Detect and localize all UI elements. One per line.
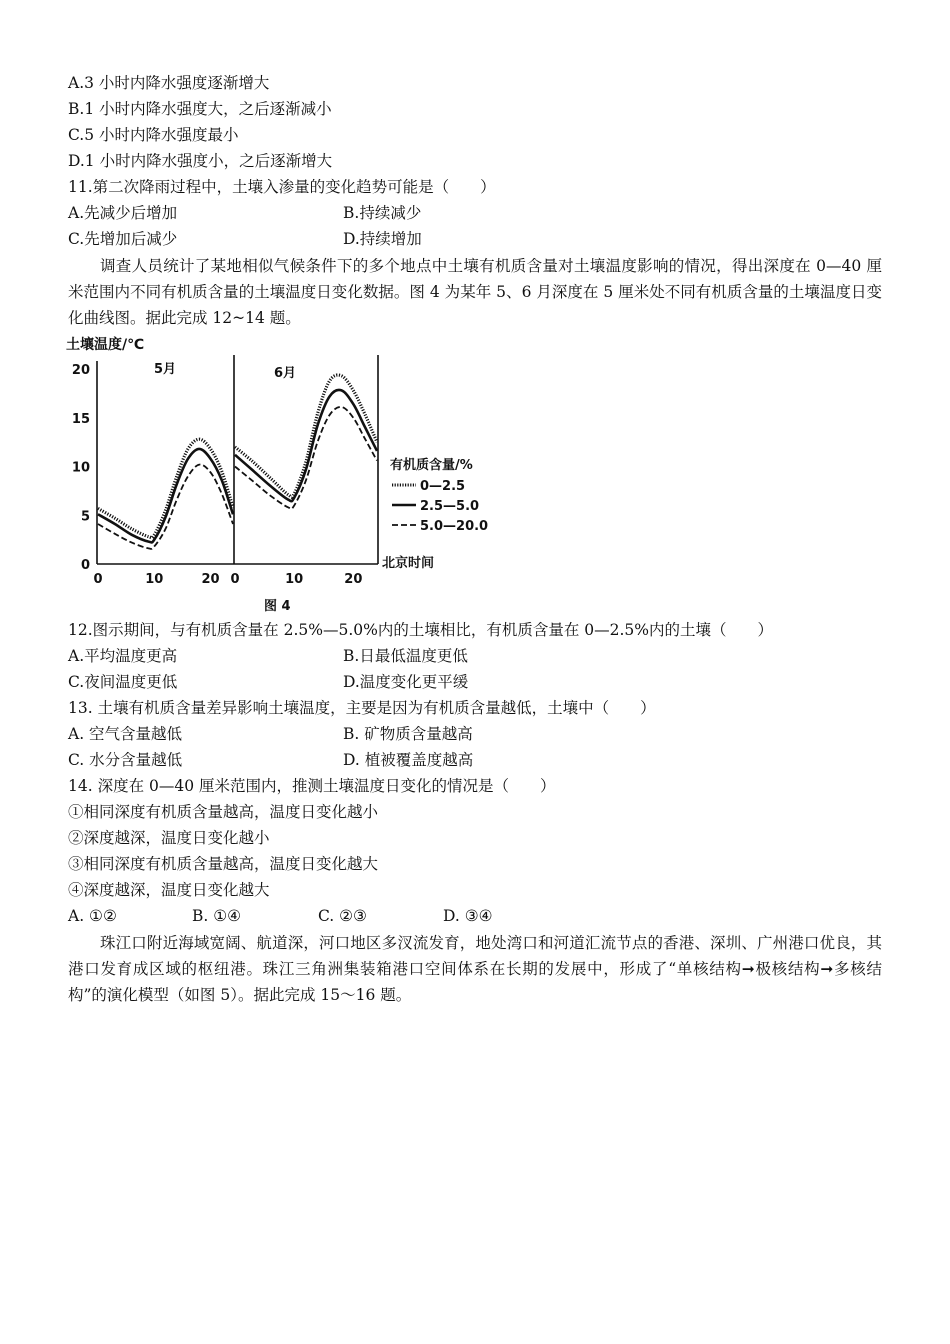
q14-option-b: B. ①④: [192, 907, 242, 925]
q13-option-a: A. 空气含量越低: [68, 725, 183, 743]
intro-paragraph-15-16: 珠江口附近海域宽阔、航道深，河口地区多汊流发育，地处湾口和河道汇流节点的香港、深圳、广州港口优良，其港口发育成区域的枢纽港。珠江三角洲集装箱港口空间体系在长期的发展中，形成了“单核结构➞极核结构➞多核结构”的演化模型（如图 5）。据此完成 15～16 题。: [68, 934, 882, 1004]
x-tick-label: 10: [145, 572, 164, 587]
q10-option-d: D.1 小时内降水强度小，之后逐渐增大: [68, 152, 333, 170]
q10-option-c: C.5 小时内降水强度最小: [68, 126, 239, 144]
q12-stem: 12.图示期间，与有机质含量在 2.5%—5.0%内的土壤相比，有机质含量在 0—2.5%内的土壤（ ）: [68, 621, 774, 639]
y-axis-label: 土壤温度/℃: [66, 337, 145, 353]
q11-option-c: C.先增加后减少: [68, 230, 178, 248]
x-tick-label: 20: [201, 572, 220, 587]
figure-4-chart: [60, 333, 520, 623]
q12-option-c: C.夜间温度更低: [68, 673, 178, 691]
x-tick-label: 10: [285, 572, 304, 587]
figure-caption: 图 4: [264, 599, 291, 614]
q13-option-c: C. 水分含量越低: [68, 751, 183, 769]
q14-item-3: ③相同深度有机质含量越高，温度日变化越大: [68, 855, 379, 873]
q10-option-b: B.1 小时内降水强度大，之后逐渐减小: [68, 100, 332, 118]
q14-item-1: ①相同深度有机质含量越高，温度日变化越小: [68, 803, 379, 821]
q14-option-c: C. ②③: [318, 907, 367, 925]
x-tick-label: 0: [230, 572, 240, 587]
legend-title: 有机质含量/%: [390, 458, 473, 473]
q12-option-d: D.温度变化更平缓: [343, 673, 469, 691]
q12-option-b: B.日最低温度更低: [343, 647, 468, 665]
curve-5月-0—2.5: [98, 439, 233, 538]
legend-label-2.5-5.0: 2.5—5.0: [420, 499, 480, 514]
q13-option-b: B. 矿物质含量越高: [343, 725, 473, 743]
y-tick-label: 20: [71, 363, 90, 378]
q11-option-d: D.持续增加: [343, 230, 422, 248]
intro-paragraph-12-14: 调查人员统计了某地相似气候条件下的多个地点中土壤有机质含量对土壤温度影响的情况，得出深度在 0—40 厘米范围内不同有机质含量的土壤温度日变化数据。图 4 为某年 5、6 月深度在 5 厘米处不同有机质含量的土壤温度日变化曲线图。据此完成 12~14 题。: [68, 257, 882, 327]
q14-item-2: ②深度越深，温度日变化越小: [68, 829, 270, 847]
q10-option-a: A.3 小时内降水强度逐渐增大: [68, 74, 270, 92]
q11-option-a: A.先减少后增加: [68, 204, 178, 222]
curve-6月-5.0—20.0: [235, 407, 377, 509]
q13-stem: 13. 土壤有机质含量差异影响土壤温度，主要是因为有机质含量越低，土壤中（ ）: [68, 699, 656, 717]
q14-item-4: ④深度越深，温度日变化越大: [68, 881, 270, 899]
x-tick-label: 0: [93, 572, 103, 587]
q14-option-d: D. ③④: [443, 907, 493, 925]
panel-label-june: 6月: [274, 366, 297, 381]
y-tick-label: 0: [80, 558, 90, 573]
q12-option-a: A.平均温度更高: [68, 647, 178, 665]
y-tick-label: 5: [80, 509, 90, 525]
q11-stem: 11.第二次降雨过程中，土壤入渗量的变化趋势可能是（ ）: [68, 178, 496, 196]
panel-label-may: 5月: [154, 362, 177, 377]
curve-5月-5.0—20.0: [98, 465, 233, 549]
y-tick-label: 15: [71, 411, 90, 427]
q11-option-b: B.持续减少: [343, 204, 422, 222]
y-tick-label: 10: [71, 460, 90, 476]
legend-label-0-2.5: 0—2.5: [420, 479, 466, 494]
legend-label-5.0-20.0: 5.0—20.0: [420, 519, 489, 534]
q14-stem: 14. 深度在 0—40 厘米范围内，推测土壤温度日变化的情况是（ ）: [68, 777, 556, 795]
x-tick-label: 20: [344, 572, 363, 587]
q13-option-d: D. 植被覆盖度越高: [343, 751, 474, 769]
q14-option-a: A. ①②: [68, 907, 117, 925]
x-axis-label: 北京时间: [382, 556, 435, 571]
